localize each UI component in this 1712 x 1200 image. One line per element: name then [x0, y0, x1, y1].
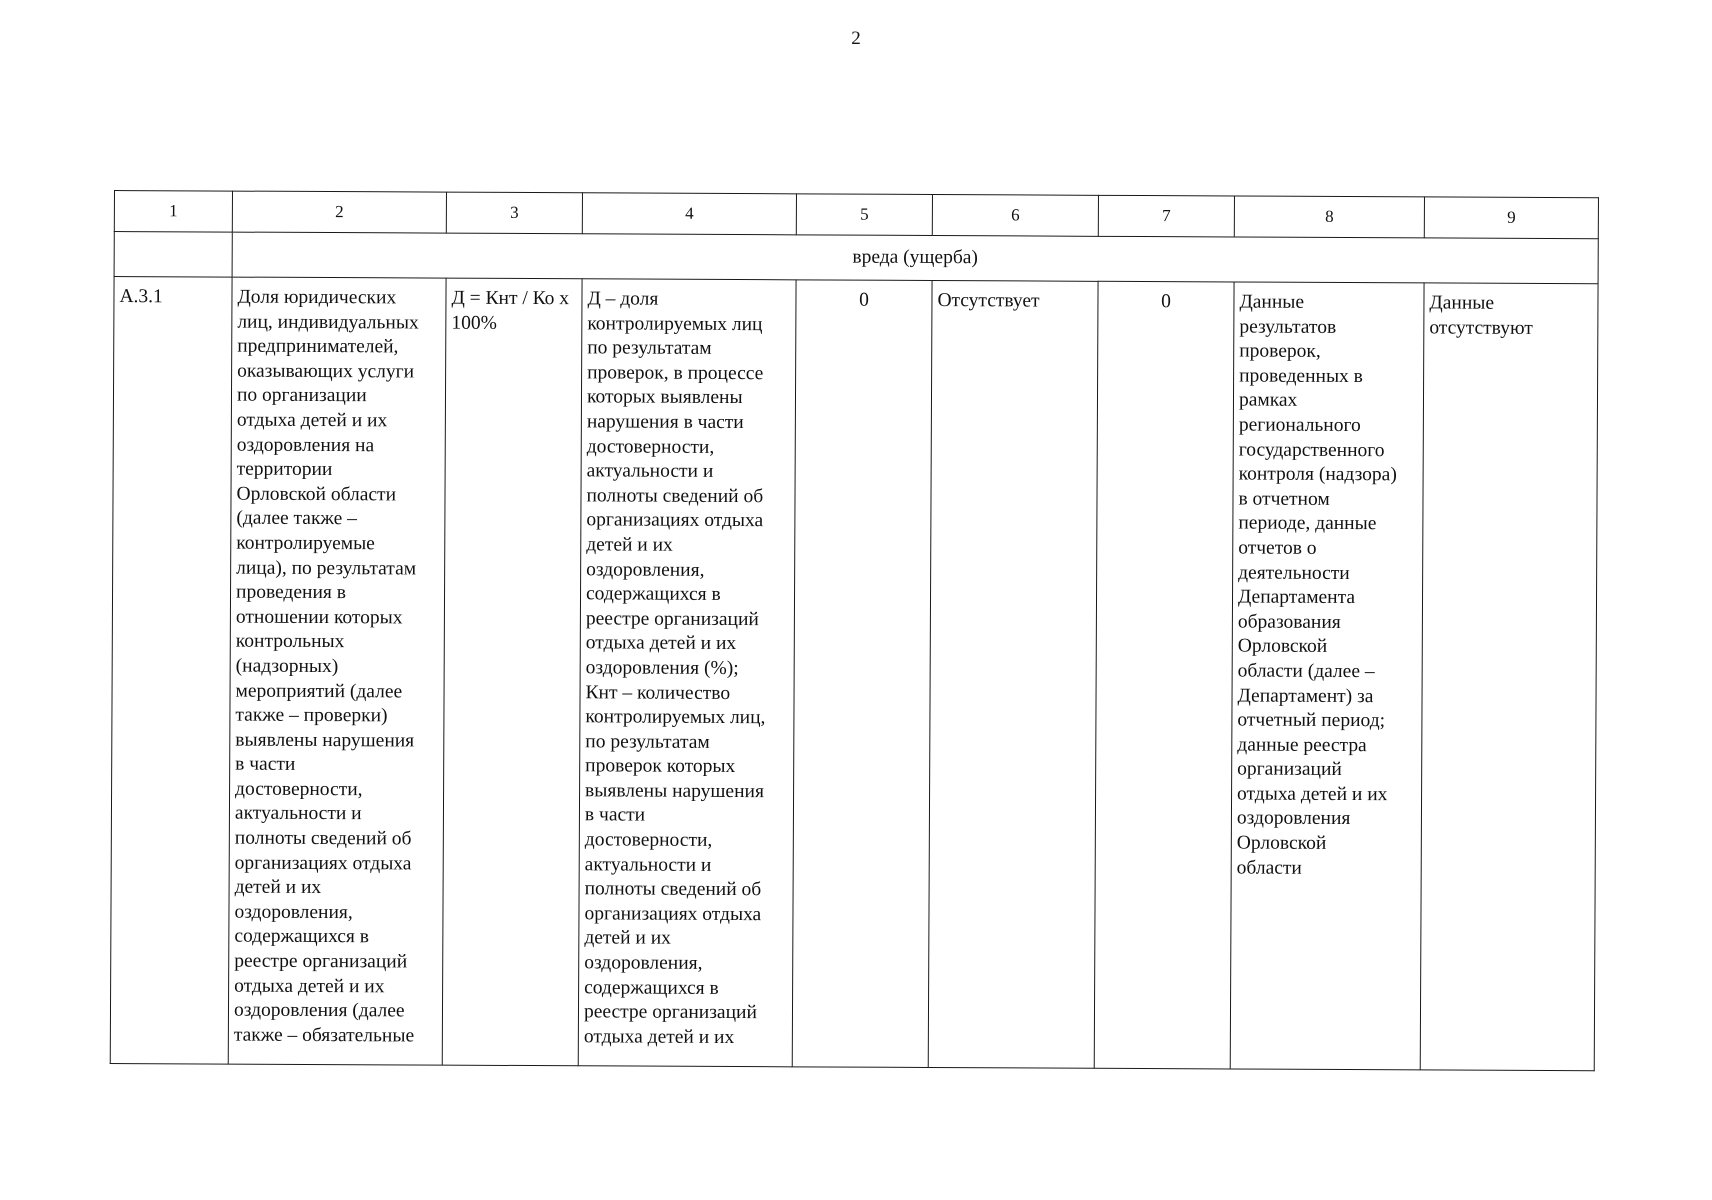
- column-number: 6: [932, 194, 1098, 236]
- empty-cell: [114, 232, 232, 278]
- formula-cell: Д = Кнт / Ко х 100%: [442, 278, 582, 1066]
- value-cell-9: Данные отсутствуют: [1420, 283, 1598, 1071]
- formula-description-cell: Д – доля контролируемых лиц по результатам проверок, в процессе которых выявлены нарушения в части достоверности, актуальности и полноты сведений об организациях отдыха детей и их оздоровления, содержащихся в реестре организаций отдыха детей и их оздоровления (%); Кнт – количество контролируемых лиц, по результатам проверок которых выявлены нарушения в части достоверности, актуальности и полноты сведений об организациях отдыха детей и их оздоровления, содержащихся в реестре организаций отдыха детей и их: [578, 279, 796, 1067]
- value-cell-7: 0: [1094, 281, 1234, 1069]
- indicator-code-cell: А.3.1: [110, 277, 232, 1065]
- harm-heading-cell: вреда (ущерба): [232, 232, 1598, 284]
- column-number: 7: [1098, 195, 1234, 237]
- column-number-row: [114, 191, 1598, 239]
- column-number: 1: [114, 191, 232, 233]
- page-number: 2: [851, 28, 861, 49]
- harm-heading-row: [114, 232, 1598, 284]
- column-number: 4: [582, 193, 796, 235]
- column-number: 9: [1424, 197, 1598, 239]
- column-number: 2: [232, 191, 446, 233]
- value-cell-6: Отсутствует: [928, 280, 1098, 1068]
- data-source-cell: Данные результатов проверок, проведенных в рамках регионального государственного контроля (надзора) в отчетном периоде, данные отчетов о деятельности Департамента образования Орловской области (далее – Департамент) за отчетный период; данные реестра организаций отдыха детей и их оздоровления Орловской области: [1230, 282, 1424, 1070]
- value-cell-5: 0: [792, 280, 932, 1068]
- column-number: 8: [1234, 196, 1424, 238]
- indicator-table: [110, 190, 1599, 1071]
- indicator-name-cell: Доля юридических лиц, индивидуальных предпринимателей, оказывающих услуги по организации отдыха детей и их оздоровления на территории Орловской области (далее также – контролируемые лица), по результатам проведения в отношении которых контрольных (надзорных) мероприятий (далее также – проверки) выявлены нарушения в части достоверности, актуальности и полноты сведений об организациях отдыха детей и их оздоровления, содержащихся в реестре организаций отдыха детей и их оздоровления (далее также – обязательные: [228, 277, 446, 1065]
- column-number: 5: [796, 194, 932, 236]
- table-row: [110, 277, 1598, 1071]
- column-number: 3: [446, 192, 582, 234]
